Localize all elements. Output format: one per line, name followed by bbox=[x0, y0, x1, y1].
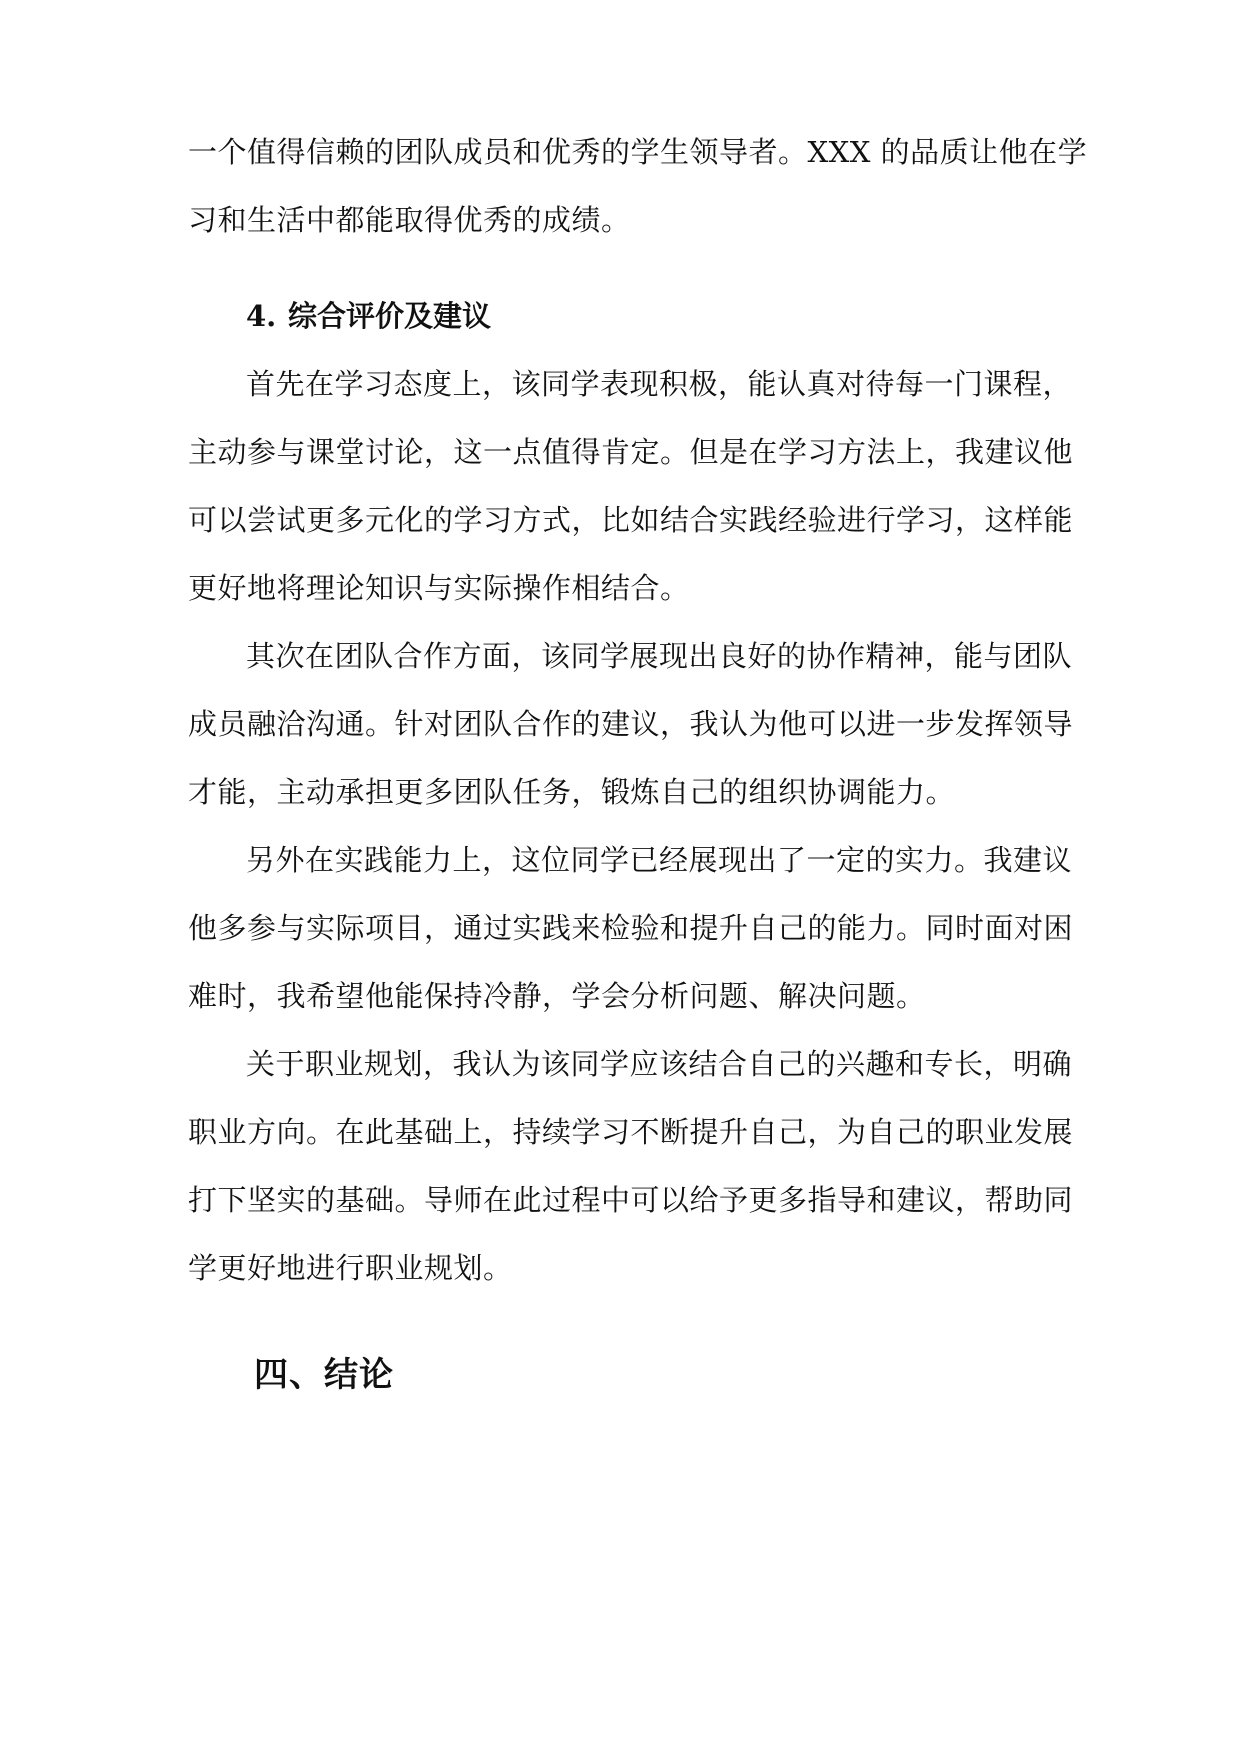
section-heading: 四、结论 bbox=[254, 1355, 394, 1395]
paragraph-line: 更好地将理论知识与实际操作相结合。 bbox=[188, 571, 690, 605]
paragraph-line: 学更好地进行职业规划。 bbox=[188, 1251, 513, 1285]
paragraph-line: 一个值得信赖的团队成员和优秀的学生领导者。XXX 的品质让他在学 bbox=[188, 135, 1088, 169]
paragraph-line: 才能，主动承担更多团队任务，锻炼自己的组织协调能力。 bbox=[188, 775, 956, 809]
paragraph-line: 他多参与实际项目，通过实践来检验和提升自己的能力。同时面对困 bbox=[188, 911, 1074, 945]
paragraph-line: 主动参与课堂讨论，这一点值得肯定。但是在学习方法上，我建议他 bbox=[188, 435, 1074, 469]
paragraph-line: 关于职业规划，我认为该同学应该结合自己的兴趣和专长，明确 bbox=[246, 1047, 1073, 1081]
paragraph-line: 打下坚实的基础。导师在此过程中可以给予更多指导和建议，帮助同 bbox=[188, 1183, 1074, 1217]
paragraph-line: 职业方向。在此基础上，持续学习不断提升自己，为自己的职业发展 bbox=[188, 1115, 1074, 1149]
paragraph-line: 首先在学习态度上，该同学表现积极，能认真对待每一门课程， bbox=[246, 367, 1073, 401]
paragraph-line: 难时，我希望他能保持冷静，学会分析问题、解决问题。 bbox=[188, 979, 926, 1013]
paragraph-line: 其次在团队合作方面，该同学展现出良好的协作精神，能与团队 bbox=[246, 639, 1073, 673]
subsection-title: 综合评价及建议 bbox=[288, 299, 492, 333]
paragraph-line: 习和生活中都能取得优秀的成绩。 bbox=[188, 203, 631, 237]
paragraph-line: 另外在实践能力上，这位同学已经展现出了一定的实力。我建议 bbox=[246, 843, 1073, 877]
paragraph-line: 可以尝试更多元化的学习方式，比如结合实践经验进行学习，这样能 bbox=[188, 503, 1074, 537]
paragraph-line: 成员融洽沟通。针对团队合作的建议，我认为他可以进一步发挥领导 bbox=[188, 707, 1074, 741]
subsection-number: 4. bbox=[246, 299, 277, 333]
subsection-heading bbox=[246, 296, 491, 336]
